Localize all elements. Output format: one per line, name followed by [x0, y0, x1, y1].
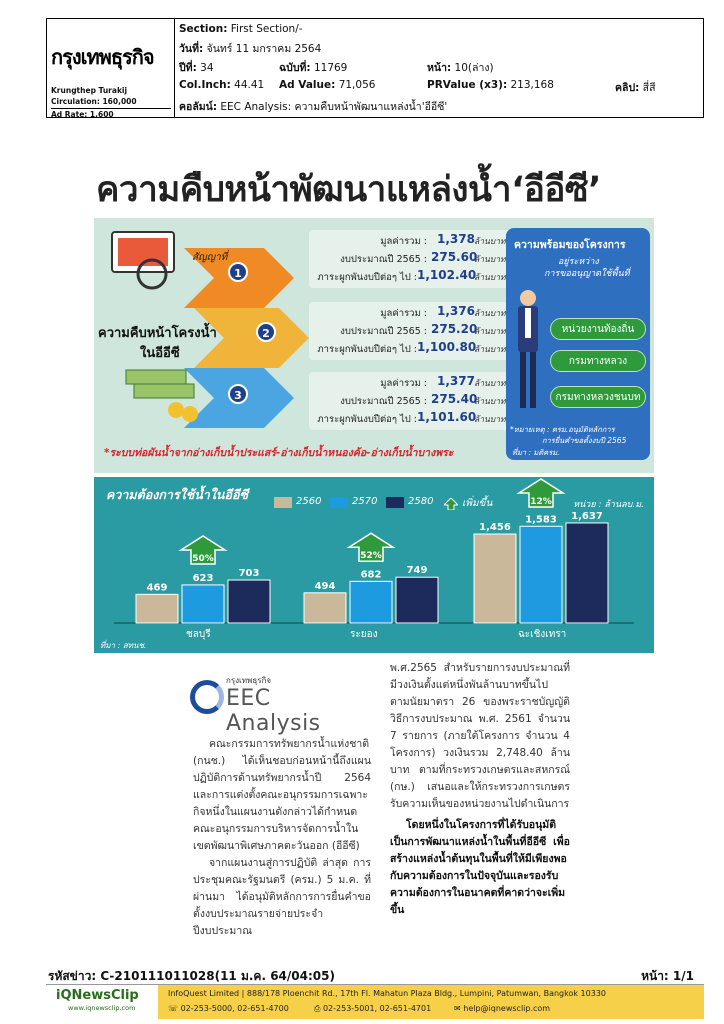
contract-3-budget: 275.40	[431, 392, 478, 406]
bar-value-label-2580-1: 749	[406, 565, 428, 577]
bar-2570-1	[350, 581, 392, 623]
bar-2570-2	[520, 526, 562, 623]
phone-number: 02-253-5000, 02-651-4700	[180, 1004, 289, 1013]
contract-3-total-label: มูลค่ารวม :	[380, 378, 427, 389]
fax-number: 02-253-5001, 02-651-4701	[322, 1004, 432, 1013]
iqnewsclip-logo: iQNewsClip	[56, 988, 139, 1003]
date-field: วันที่: จันทร์ 11 มกราคม 2564	[179, 43, 322, 55]
contract-3-future: 1,101.60	[417, 410, 477, 424]
eec-ring-icon	[190, 680, 224, 714]
increase-value-2: 12%	[530, 496, 552, 507]
pipeline-note: *ระบบท่อผันน้ำจากอ่างเก็บน้ำประแสร์-อ่างเก็บน้ำหนองค้อ-อ่างเก็บน้ำบางพระ	[104, 447, 454, 459]
footer-bar	[46, 984, 704, 1018]
clipping-header	[46, 18, 704, 118]
agency-local: หน่วยงานท้องถิ่น	[550, 318, 646, 340]
contract-2-future-label: ภาระผูกพันงบปีต่อๆ ไป :	[317, 344, 417, 355]
section-field: Section: First Section/-	[179, 23, 303, 35]
article-column-1	[193, 736, 371, 940]
contract-3-unit-b: ล้านบาท	[474, 397, 506, 407]
increase-value-0: 50%	[192, 554, 214, 565]
readiness-title: ความพร้อมของโครงการ	[514, 239, 626, 251]
contract-3-future-label: ภาระผูกพันงบปีต่อๆ ไป :	[317, 414, 417, 425]
contract-2-budget: 275.20	[431, 322, 478, 336]
legend-label-2570: 2570	[352, 496, 378, 507]
progress-label-line1: ความคืบหน้าโครงน้ำ	[98, 326, 217, 341]
bar-value-label-2580-0: 703	[238, 568, 260, 580]
contract-1-budget-label: งบประมาณปี 2565 :	[340, 254, 427, 265]
contract-number-3: 3	[228, 384, 248, 404]
publication-name: Krungthep Turakij	[51, 86, 128, 95]
contract-2-future: 1,100.80	[417, 340, 477, 354]
fax-icon: ⎙	[314, 1004, 321, 1013]
contract-1-unit-b: ล้านบาท	[474, 255, 506, 265]
contract-number-2: 2	[256, 322, 276, 342]
article-paragraph: จากแผนงานสู่การปฏิบัติ ล่าสุด การประชุมคณะรัฐมนตรี (ครม.) 5 ม.ค. ที่ผ่านมา ได้อนุมัติหลักการการยื่นคำขอตั้งงบประมาณรายจ่ายประจำปีงบประมาณ	[193, 857, 371, 937]
eec-logo-text: EEC Analysis	[226, 686, 321, 736]
contract-2-box	[309, 302, 517, 360]
email-address: help@iqnewsclip.com	[463, 1004, 551, 1013]
email-line	[454, 1004, 550, 1013]
company-address: InfoQuest Limited | 888/178 Ploenchit Rd., 17th Fl. Mahatun Plaza Bldg., Lumpini, Patumwan, Bangkok 10330	[168, 989, 606, 998]
bar-value-label-2560-1: 494	[314, 580, 336, 592]
project-progress-infographic	[94, 218, 654, 473]
column-field: คอลัมน์: EEC Analysis: ความคืบหน้าพัฒนาแหล่งน้ำ'อีอีซี'	[179, 101, 448, 113]
ad-rate: Ad Rate: 1,600	[51, 108, 171, 119]
contract-number-1: 1	[228, 262, 248, 282]
eec-analysis-logo	[190, 672, 370, 736]
article-paragraph-bold: โดยหนึ่งในโครงการที่ได้รับอนุมัติเป็นการพัฒนาแหล่งน้ำในพื้นที่อีอีซี เพื่อสร้างแหล่งน้ำต้นทุนในพื้นที่ให้มีเพียงพอกับความต้องการในปัจจุบันและรองรับความต้องการในอนาคตที่คาดว่าจะเพิ่มขึ้น	[390, 819, 570, 916]
advalue-field: Ad Value: 71,056	[279, 79, 376, 91]
progress-label-line2: ในอีอีซี	[140, 346, 180, 361]
article-headline: ความคืบหน้าพัฒนาแหล่งน้ำ‘อีอีซี’	[96, 170, 601, 210]
contract-2-unit-b: ล้านบาท	[474, 327, 506, 337]
bar-2580-1	[396, 577, 438, 623]
footer-contact-strip	[158, 985, 704, 1019]
increase-value-1: 52%	[360, 551, 382, 562]
water-demand-chart	[94, 477, 654, 653]
readiness-source: ที่มา : มติครม.	[512, 448, 560, 457]
article-paragraph: คณะกรรมการทรัพยากรน้ำแห่งชาติ (กนช.) ได้เห็นชอบก่อนหน้านี้ถึงแผนปฏิบัติการด้านทรัพยากรน้ำปี 2564 และการแต่งตั้งคณะอนุกรรมการเฉพาะกิจหนึ่งในแผนงานดังกล่าวได้กำหนดคณะอนุกรรมการบริหารจัดการน้ำในเขตพัฒนาพิเศษภาคตะวันออก (อีอีซี)	[193, 738, 371, 852]
prvalue-field: PRValue (x3): 213,168	[427, 79, 554, 91]
contract-3-total: 1,377	[437, 374, 475, 388]
page-indicator: หน้า: 1/1	[641, 969, 694, 983]
contract-2-unit-c: ล้านบาท	[474, 345, 506, 355]
increase-badge-1	[349, 533, 393, 561]
agency-rural-roads: กรมทางหลวงชนบท	[550, 386, 646, 408]
contract-1-total-label: มูลค่ารวม :	[380, 236, 427, 247]
increase-label: เพิ่มขึ้น	[462, 498, 493, 509]
project-readiness-panel	[506, 228, 650, 460]
bar-value-label-2560-2: 1,456	[479, 522, 511, 534]
legend-label-2580: 2580	[408, 496, 434, 507]
fax-line	[314, 1004, 431, 1014]
bar-2560-1	[304, 593, 346, 623]
bar-value-label-2570-0: 623	[192, 572, 214, 584]
contract-1-budget: 275.60	[431, 250, 478, 264]
contract-label: สัญญาที่	[192, 252, 228, 263]
contract-3-unit-a: ล้านบาท	[474, 379, 506, 389]
phone-icon: ☏	[168, 1004, 179, 1013]
contract-2-unit-a: ล้านบาท	[474, 309, 506, 319]
chart-units: หน่วย : ล้านลบ.ม.	[573, 500, 644, 510]
contract-1-unit-a: ล้านบาท	[474, 237, 506, 247]
bar-2570-0	[182, 585, 224, 623]
bar-value-label-2570-2: 1,583	[525, 514, 557, 526]
publication-logo: กรุงเทพธุรกิจ	[51, 45, 154, 69]
contract-1-box	[309, 230, 517, 288]
page-field: หน้า: 10(ล่าง)	[427, 62, 494, 74]
legend-label-2560: 2560	[296, 496, 322, 507]
contract-1-total: 1,378	[437, 232, 475, 246]
remark-line2: การยื่นคำขอตั้งงบปี 2565	[542, 436, 627, 445]
contract-1-unit-c: ล้านบาท	[474, 273, 506, 283]
chart-source: ที่มา : สทนช.	[100, 641, 147, 650]
issue-field: ฉบับที่: 11769	[279, 62, 348, 74]
category-label-chachoengsao: ฉะเชิงเทรา	[518, 629, 567, 640]
contract-1-future-label: ภาระผูกพันงบปีต่อๆ ไป :	[317, 272, 417, 283]
contract-3-budget-label: งบประมาณปี 2565 :	[340, 396, 427, 407]
businessman-illustration	[508, 288, 548, 428]
bar-2560-2	[474, 534, 516, 623]
contract-3-unit-c: ล้านบาท	[474, 415, 506, 425]
article-paragraph: พ.ศ.2565 สำหรับรายการงบประมาณที่มีวงเงินตั้งแต่หนึ่งพันล้านบาทขึ้นไป ตามนัยมาตรา 26 ของพระราชบัญญัติวิธีการงบประมาณ พ.ศ. 2561 จำนวน 7 รายการ (ภายใต้โครงการ จำนวน 4 โครงการ) วงเงินรวม 2,748.40 ล้านบาท ตามที่กระทรวงเกษตรและสหกรณ์ (กษ.) เสนอและให้กระทรวงการเกษตรรับความเห็นของหน่วยงานไปดำเนินการ	[390, 662, 570, 810]
year-field: ปีที่: 34	[179, 62, 214, 74]
bar-2560-0	[136, 594, 178, 623]
readiness-sub-1: อยู่ระหว่าง	[558, 257, 599, 267]
agency-highways: กรมทางหลวง	[550, 350, 646, 372]
category-label-rayong: ระยอง	[350, 629, 378, 640]
chart-title: ความต้องการใช้น้ำในอีอีซี	[106, 487, 248, 502]
bar-value-label-2570-1: 682	[360, 569, 382, 581]
contract-3-box	[309, 372, 517, 430]
bar-value-label-2580-2: 1,637	[571, 510, 603, 522]
readiness-sub-2: การขออนุญาตใช้พื้นที่	[544, 269, 630, 279]
category-label-chonburi: ชลบุรี	[186, 629, 211, 640]
contract-2-total: 1,376	[437, 304, 475, 318]
contract-2-total-label: มูลค่ารวม :	[380, 308, 427, 319]
publication-box	[47, 19, 175, 117]
iqnewsclip-url: www.iqnewsclip.com	[68, 1004, 136, 1012]
clip-field: คลิป: สี่สี	[615, 82, 656, 94]
circulation: Circulation: 160,000	[51, 97, 137, 106]
increase-badge-0	[181, 536, 225, 564]
clip-metadata	[175, 19, 703, 117]
bar-2580-0	[228, 580, 270, 623]
mail-icon: ✉	[454, 1004, 461, 1013]
bar-2580-2	[566, 523, 608, 623]
increase-badge-2	[519, 479, 563, 507]
article-column-2	[390, 660, 570, 919]
remark-line1: *หมายเหตุ : ครม.อนุมัติหลักการ	[510, 425, 615, 434]
colinch-field: Col.Inch: 44.41	[179, 79, 265, 91]
news-code: รหัสข่าว: C-210111011028(11 ม.ค. 64/04:05)	[48, 969, 335, 983]
bar-value-label-2560-0: 469	[146, 582, 168, 594]
eec-logo-small: กรุงเทพธุรกิจ	[226, 676, 272, 685]
contract-1-future: 1,102.40	[417, 268, 477, 282]
phone-line	[168, 1004, 289, 1013]
contract-2-budget-label: งบประมาณปี 2565 :	[340, 326, 427, 337]
